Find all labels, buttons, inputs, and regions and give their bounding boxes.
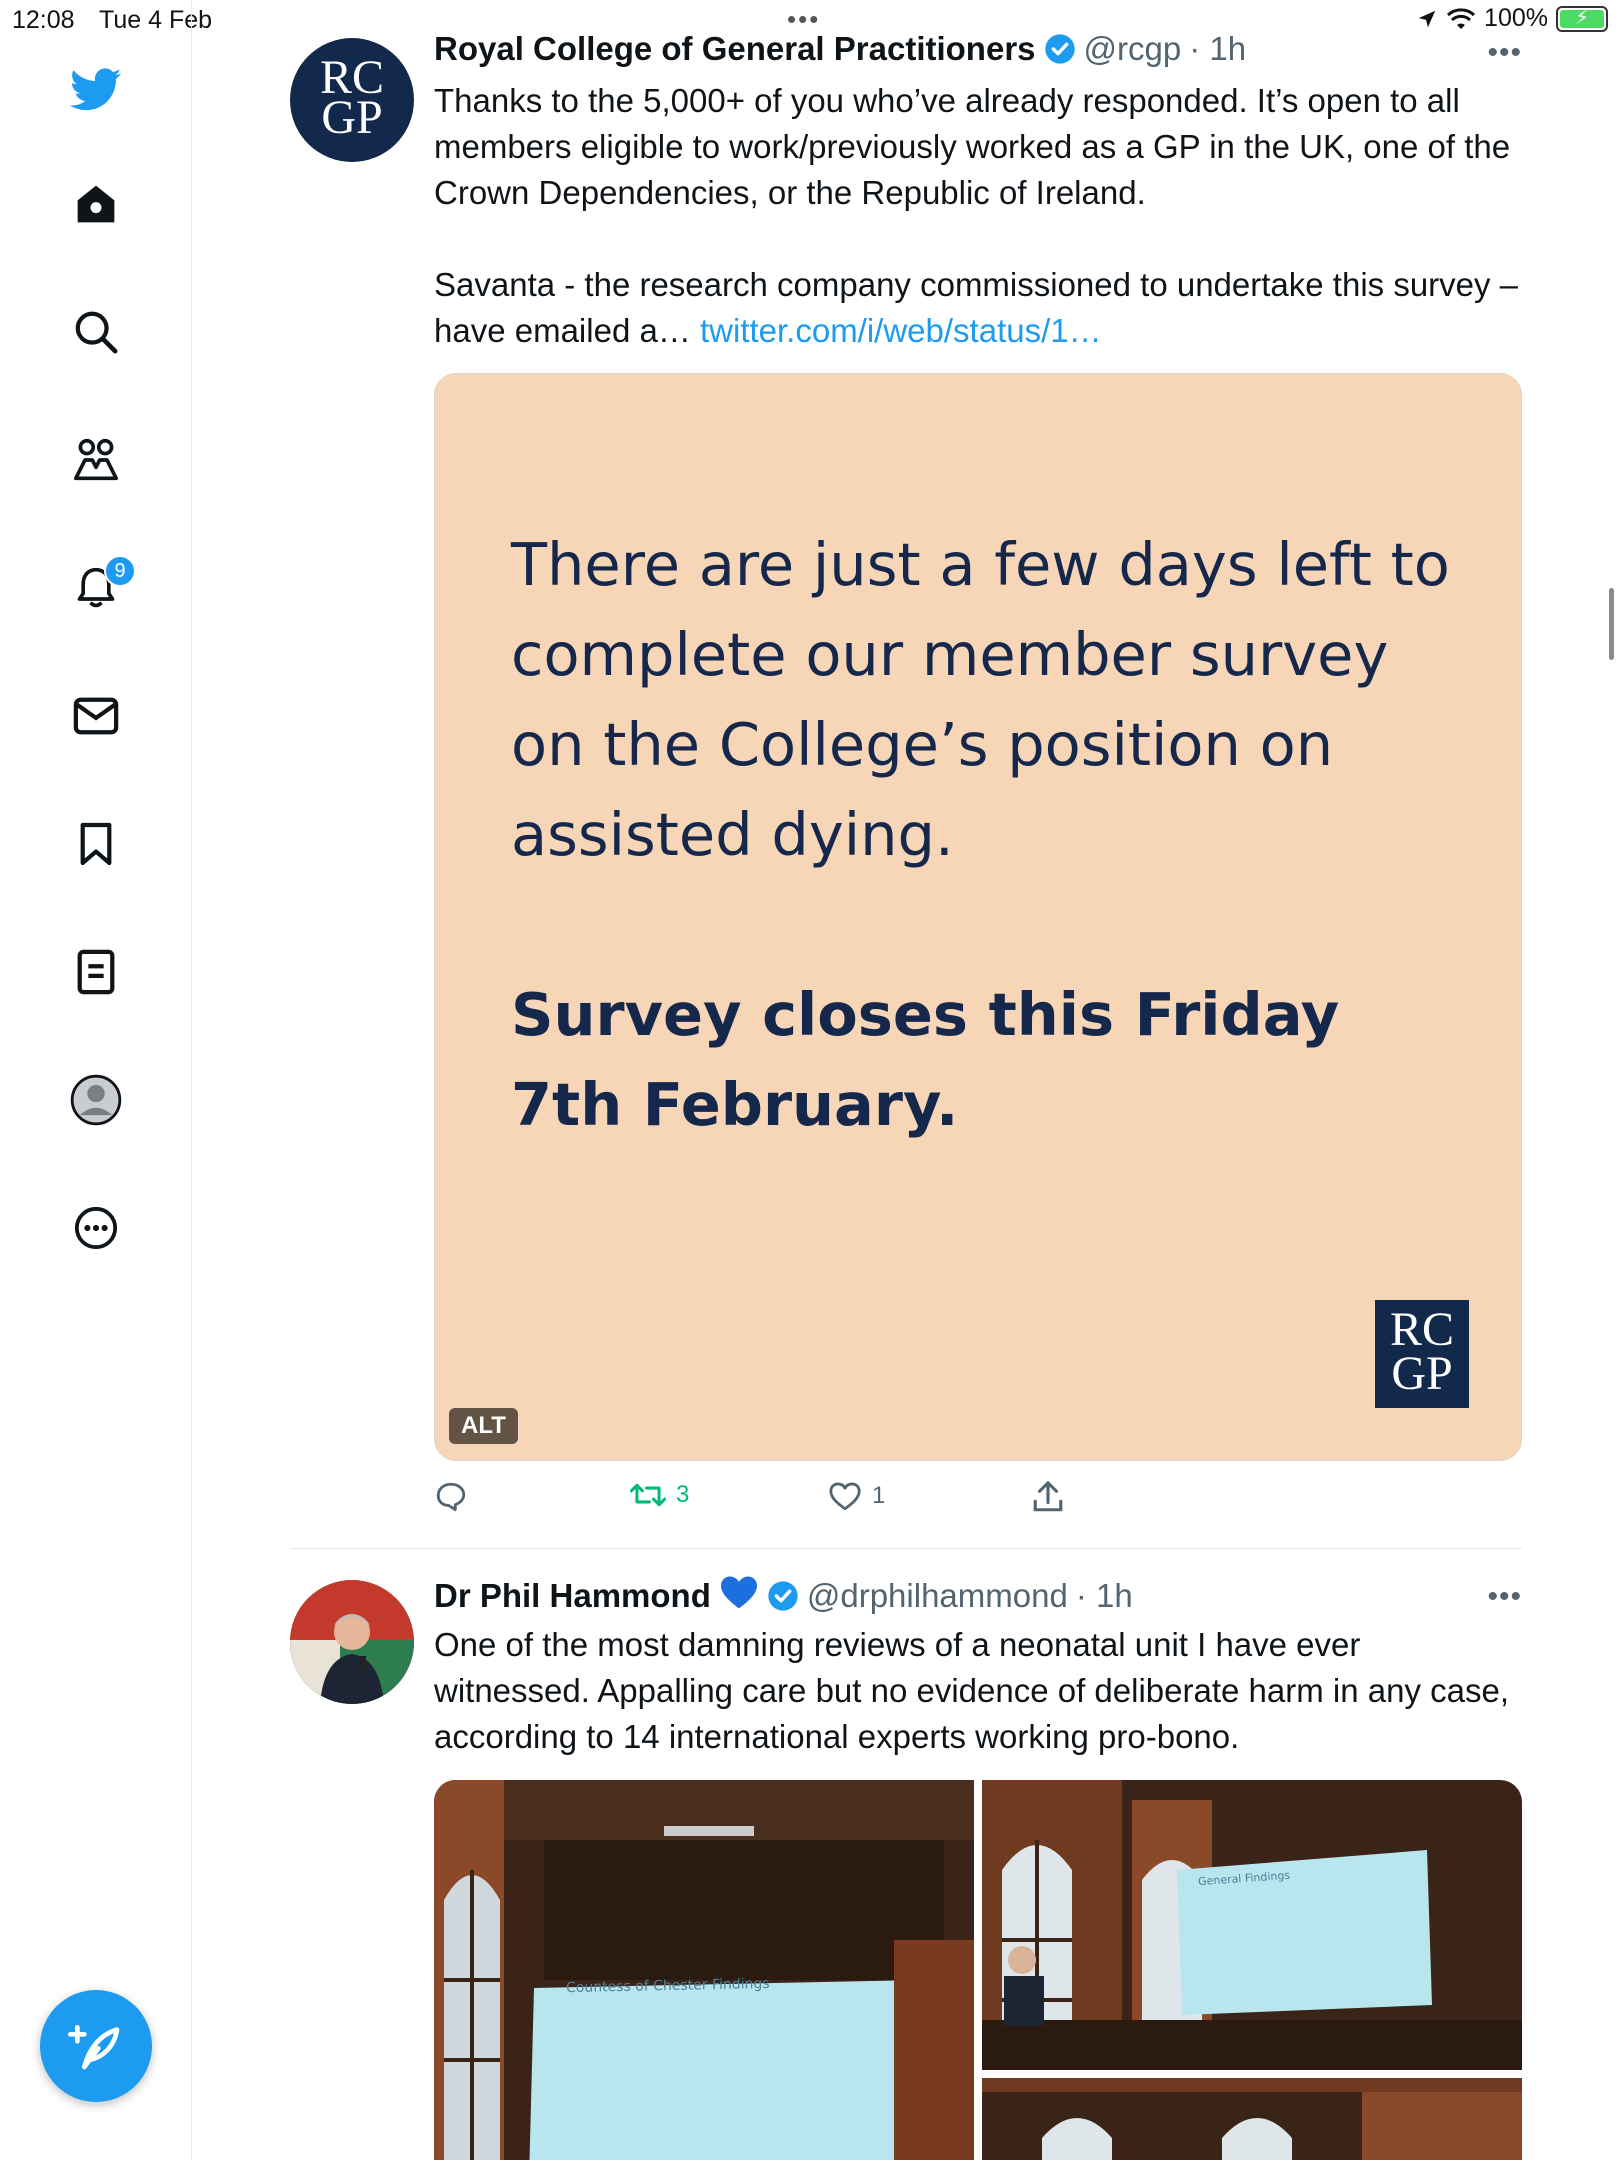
tweet-paragraph-1: Thanks to the 5,000+ of you who’ve already responded. It’s open to all members eligible to work/previously worked as a GP in the UK, one of the Crown Dependencies, or the Republic of Ireland.: [434, 82, 1511, 211]
tweet-text: [434, 78, 1524, 354]
author-name[interactable]: Dr Phil Hammond: [434, 1577, 711, 1614]
status-date: Tue 4 Feb: [99, 6, 213, 34]
tweet-header: [434, 1574, 1133, 1618]
sidebar: [0, 0, 192, 2160]
scrollbar[interactable]: [1609, 588, 1614, 660]
tweet-link[interactable]: twitter.com/i/web/status/1…: [699, 312, 1102, 349]
verified-badge-icon: [767, 1580, 799, 1612]
avatar-drphilhammond[interactable]: [290, 1580, 414, 1704]
tweet-more-icon[interactable]: •••: [1487, 36, 1522, 69]
multitasking-dots-icon[interactable]: •••: [787, 4, 821, 34]
battery-icon: ⚡: [1556, 6, 1608, 32]
blue-heart-icon: [719, 1574, 759, 1610]
tweet-more-icon[interactable]: •••: [1487, 1580, 1522, 1613]
communities-icon[interactable]: [70, 434, 122, 486]
avatar-rcgp[interactable]: RC GP: [290, 38, 414, 162]
tweet-header: [434, 30, 1246, 68]
tweet-image-card[interactable]: [434, 373, 1522, 1461]
author-handle[interactable]: @drphilhammond: [806, 1577, 1068, 1614]
like-count: 1: [872, 1482, 886, 1509]
tweet-rcgp[interactable]: [290, 32, 1522, 1532]
photo-2-slide-title: General Findings: [1197, 1868, 1291, 1889]
search-icon[interactable]: [70, 306, 122, 358]
retweet-icon: [630, 1480, 666, 1510]
retweet-count: 3: [676, 1481, 690, 1508]
card-main-text: There are just a few days left to complete our member survey on the College’s position on assisted dying.: [511, 530, 1450, 869]
verified-badge-icon: [1044, 33, 1076, 65]
tweet-photo-2[interactable]: [982, 1780, 1522, 2070]
location-icon: [1416, 8, 1438, 30]
home-icon[interactable]: [70, 178, 122, 230]
profile-avatar-icon[interactable]: [70, 1074, 122, 1126]
rcgp-logo: RC GP: [1375, 1300, 1469, 1408]
photo-1-slide-title: Countess of Chester Findings: [565, 1975, 770, 1997]
reply-button[interactable]: [434, 1480, 468, 1514]
notification-count-badge: 9: [104, 555, 136, 587]
retweet-button[interactable]: [630, 1480, 689, 1510]
blue-heart-emoji: [719, 1574, 759, 1618]
share-icon: [1032, 1480, 1064, 1514]
compose-feather-icon: [68, 2018, 124, 2074]
tweet-paragraph-2: Savanta - the research company commissioned to undertake this survey – have emailed a… twitter.com/i/web/status/1…: [434, 266, 1519, 349]
tweet-photo-3[interactable]: [982, 2078, 1522, 2160]
reply-icon: [434, 1480, 468, 1514]
photo-lecture-hall-2: [982, 1780, 1522, 2070]
messages-envelope-icon[interactable]: [70, 690, 122, 742]
heart-icon: [828, 1480, 862, 1512]
status-right: [1416, 4, 1608, 33]
avatar-photo: [290, 1580, 414, 1704]
battery-percent: 100%: [1484, 4, 1548, 32]
more-options-icon[interactable]: [70, 1202, 122, 1254]
tweet-drphilhammond[interactable]: [290, 1576, 1522, 2160]
tweet-photo-1[interactable]: [434, 1780, 974, 2160]
tweet-divider: [290, 1548, 1522, 1549]
wifi-icon: [1446, 7, 1476, 31]
like-button[interactable]: [828, 1480, 885, 1512]
tweet-time: · 1h: [1189, 30, 1247, 67]
tweet-actions: [434, 1480, 1434, 1520]
bookmark-icon[interactable]: [70, 818, 122, 870]
twitter-logo-icon[interactable]: [70, 64, 122, 116]
status-time: 12:08: [12, 6, 75, 34]
author-handle[interactable]: @rcgp: [1083, 30, 1182, 67]
tweet-text: One of the most damning reviews of a neonatal unit I have ever witnessed. Appalling care but no evidence of deliberate harm in any case, according to 14 international experts working pro-bono.: [434, 1626, 1509, 1755]
share-button[interactable]: [1032, 1480, 1064, 1514]
compose-tweet-button[interactable]: [40, 1990, 152, 2102]
lists-icon[interactable]: [70, 946, 122, 998]
card-closing-text: Survey closes this Friday 7th February.: [511, 980, 1340, 1139]
alt-text-button[interactable]: ALT: [449, 1408, 518, 1444]
photo-lecture-hall-1: [434, 1780, 974, 2160]
author-name[interactable]: Royal College of General Practitioners: [434, 30, 1036, 67]
photo-lecture-hall-3: [982, 2078, 1522, 2160]
tweet-time: · 1h: [1075, 1577, 1133, 1614]
